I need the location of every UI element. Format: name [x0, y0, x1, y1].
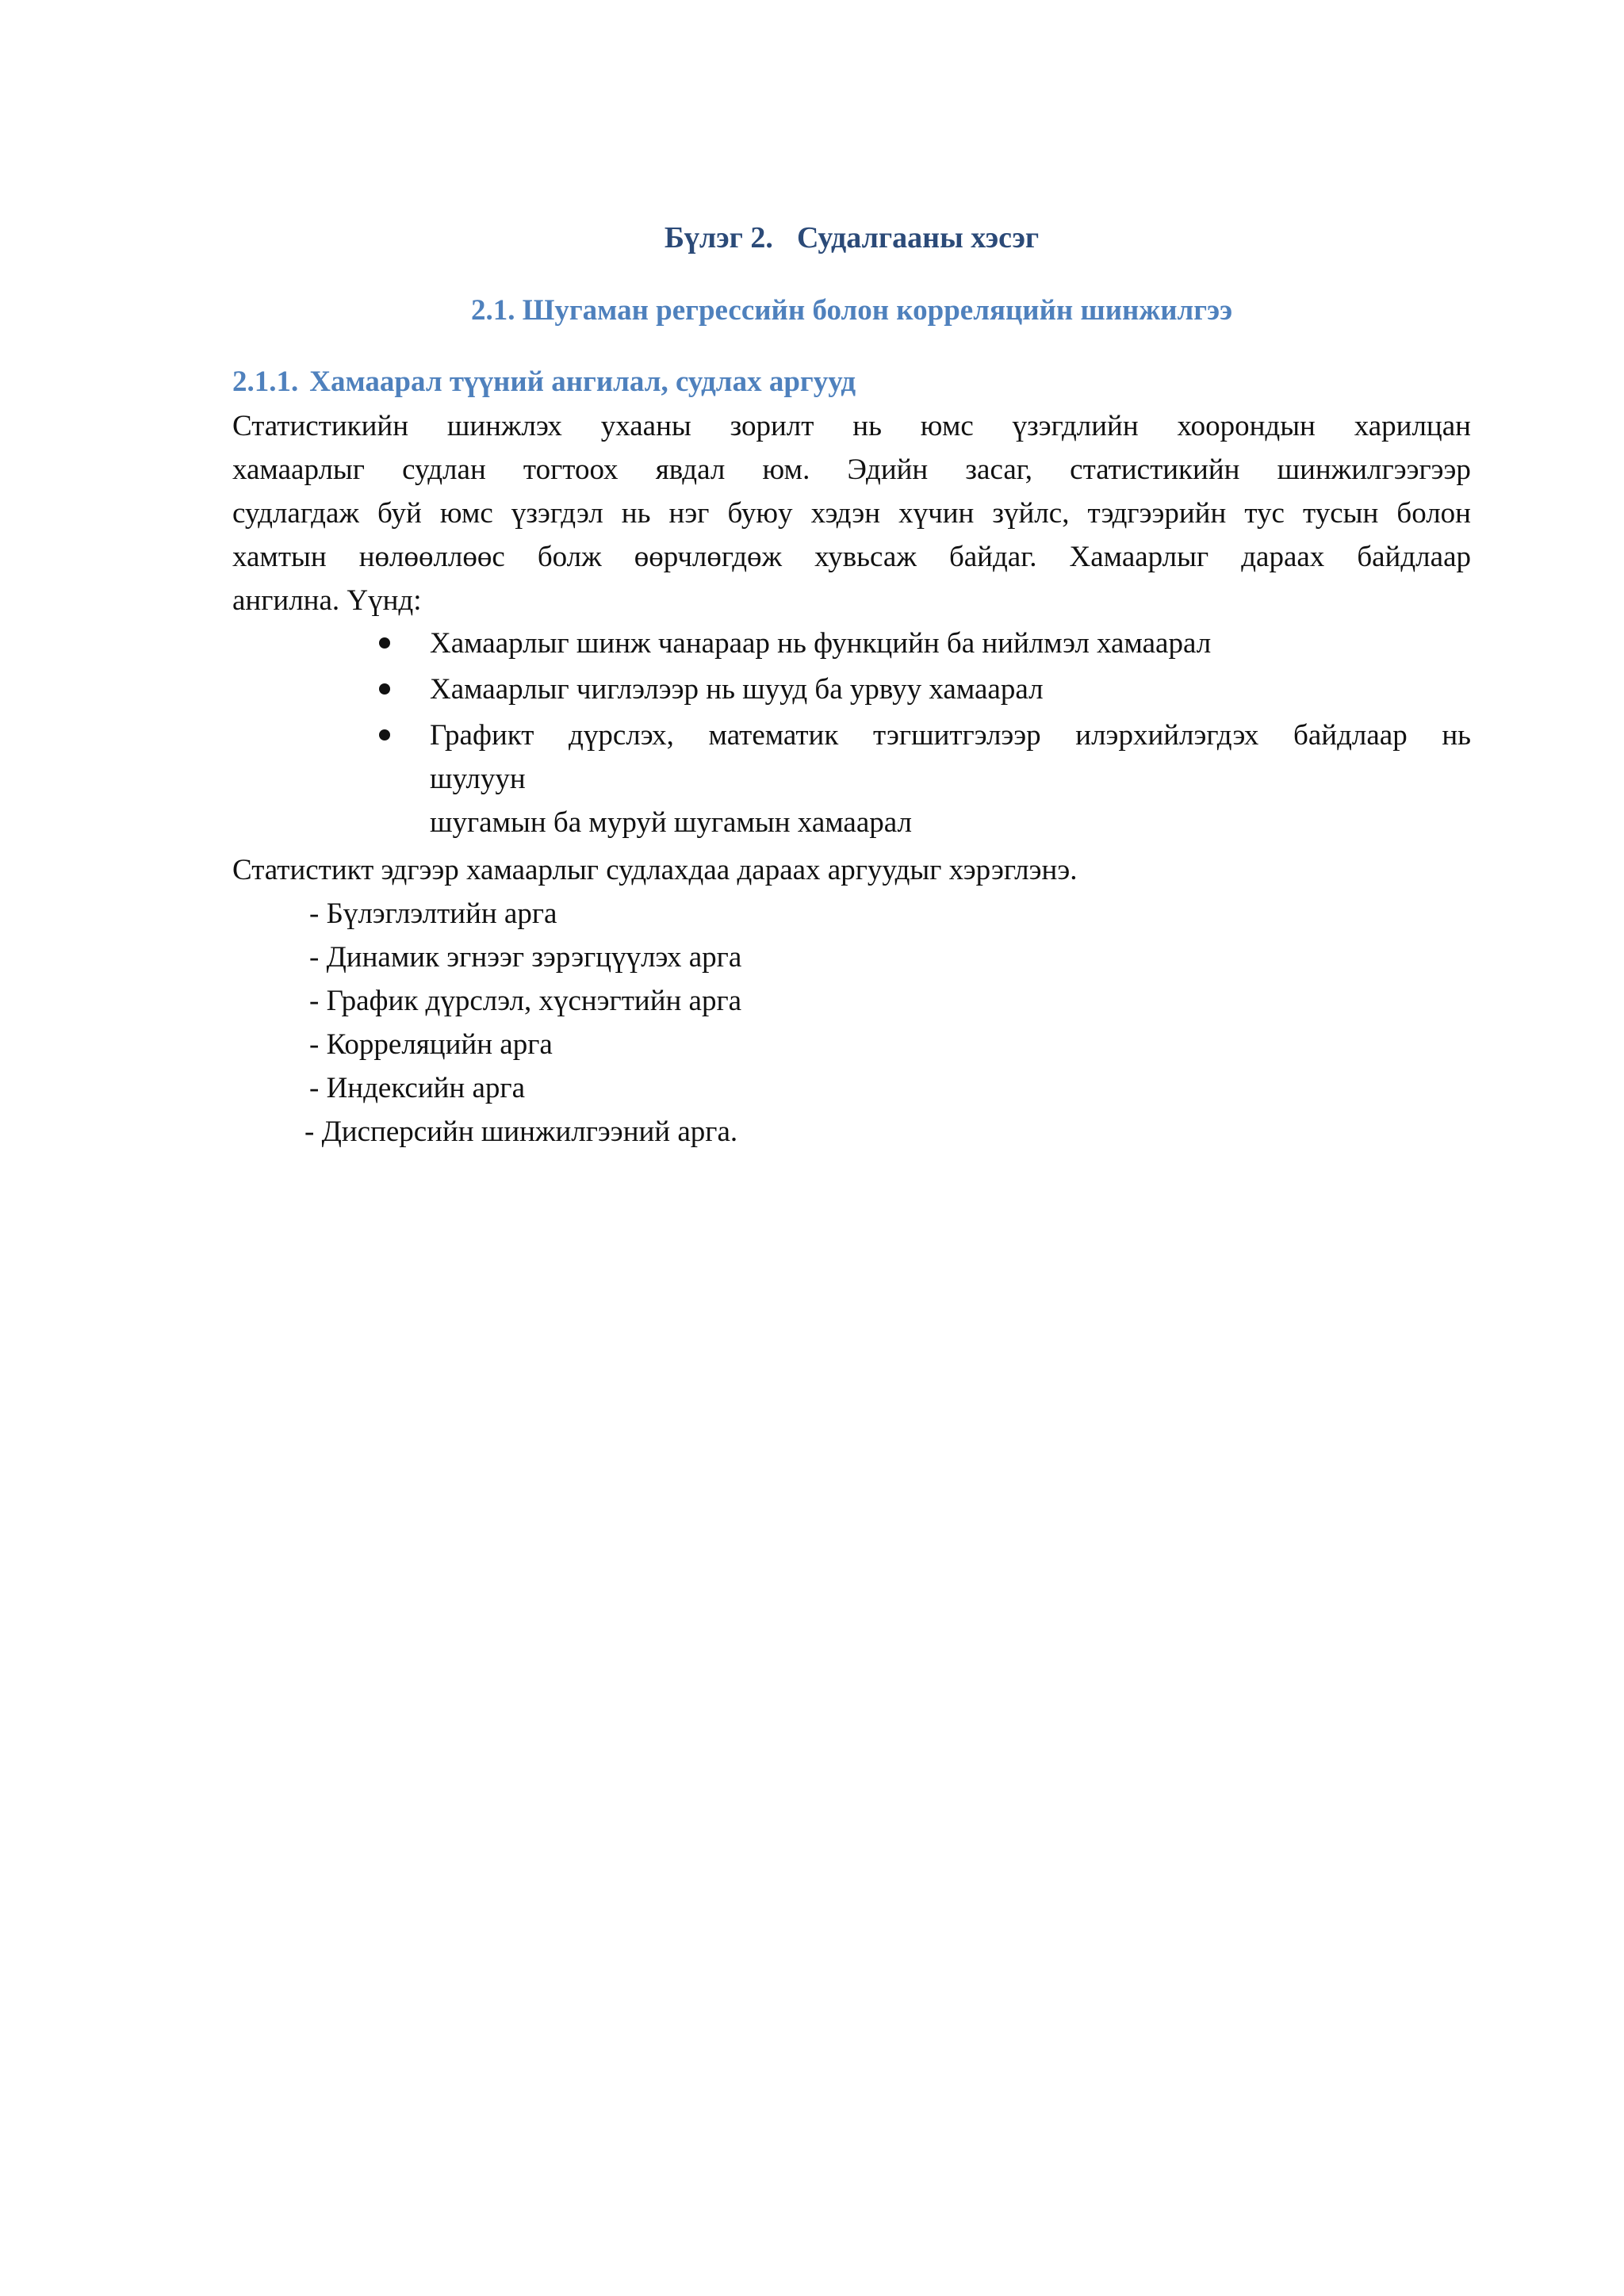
bullet-text-continuation: шулуун	[430, 763, 526, 795]
word: шинжлэх	[446, 410, 562, 442]
paragraph-line	[232, 448, 1471, 492]
list-item: - Дисперсийн шинжилгээний арга.	[304, 1115, 738, 1148]
word: явдал	[655, 453, 726, 486]
word: нь	[852, 410, 882, 442]
bullet-text-continuation: шугамын ба муруй шугамын хамаарал	[430, 806, 912, 839]
word: ухааны	[600, 410, 691, 442]
word: юм.	[762, 453, 810, 486]
subsection-title	[232, 360, 856, 404]
word: судлагдаж	[232, 497, 359, 530]
word: болон	[1396, 497, 1471, 530]
paragraph-line-last: ангилна. Үүнд:	[232, 584, 422, 617]
paragraph-line	[232, 492, 1471, 535]
word: нэг	[668, 497, 710, 530]
word: нь	[621, 497, 651, 530]
word: тогтоох	[523, 453, 619, 486]
word: математик	[708, 719, 839, 752]
word: байдлаар	[1357, 541, 1471, 573]
word: хувьсаж	[814, 541, 917, 573]
bullet-icon	[379, 683, 390, 695]
word: тус	[1244, 497, 1285, 530]
word: өөрчлөгдөж	[634, 541, 783, 573]
chapter-title	[0, 216, 1624, 260]
word: үзэгдлийн	[1012, 410, 1139, 442]
list-item: - Динамик эгнээг зэрэгцүүлэх арга	[309, 941, 742, 974]
subsection-name: Хамаарал түүний ангилал, судлах аргууд	[309, 365, 856, 398]
word: дүрслэх,	[569, 719, 674, 752]
word: тусын	[1303, 497, 1379, 530]
bullet-text: Хамаарлыг чиглэлээр нь шууд ба урвуу хамаарал	[430, 673, 1044, 706]
methods-intro: Статистикт эдгээр хамаарлыг судлахдаа дараах аргуудыг хэрэглэнэ.	[232, 854, 1078, 886]
word: хамаарлыг	[232, 453, 365, 486]
word: хамтын	[232, 541, 327, 573]
word: дараах	[1241, 541, 1325, 573]
word: зүйлс,	[992, 497, 1070, 530]
list-item: - Индексийн арга	[309, 1072, 525, 1104]
word: шинжилгээгээр	[1277, 453, 1471, 486]
list-item: - Корреляцийн арга	[309, 1028, 553, 1061]
word: юмс	[439, 497, 493, 530]
word: нөлөөллөөс	[358, 541, 505, 573]
word: Эдийн	[847, 453, 929, 486]
bullet-text: Хамаарлыг шинж чанараар нь функцийн ба нийлмэл хамаарал	[430, 627, 1212, 660]
intro-paragraph	[232, 404, 1471, 622]
chapter-label: Бүлэг 2.	[664, 221, 773, 254]
word: харилцан	[1354, 410, 1471, 442]
subsection-number: 2.1.1.	[232, 365, 299, 398]
word: буюу	[727, 497, 793, 530]
word: Хамаарлыг	[1069, 541, 1209, 573]
word: зорилт	[730, 410, 814, 442]
word: нь	[1442, 719, 1471, 752]
bullet-icon	[379, 637, 390, 649]
section-title: 2.1. Шугаман регрессийн болон корреляцийн шинжилгээ	[470, 294, 1233, 327]
word: хүчин	[898, 497, 975, 530]
word: засаг,	[965, 453, 1032, 486]
bullet-text	[430, 714, 1471, 757]
word: илэрхийлэгдэх	[1075, 719, 1259, 752]
word: болж	[537, 541, 602, 573]
methods-list	[304, 892, 742, 1154]
word: хэдэн	[810, 497, 881, 530]
paragraph-line	[232, 535, 1471, 579]
word: Статистикийн	[232, 410, 409, 442]
list-item: - Бүлэглэлтийн арга	[309, 897, 557, 930]
word: Графикт	[430, 719, 534, 752]
word: буй	[377, 497, 422, 530]
word: юмс	[920, 410, 974, 442]
chapter-name: Судалгааны хэсэг	[796, 221, 1040, 254]
list-item: - График дүрслэл, хүснэгтийн арга	[309, 985, 742, 1017]
word: байдаг.	[948, 541, 1037, 573]
word: статистикийн	[1070, 453, 1240, 486]
word: тэдгээрийн	[1087, 497, 1227, 530]
word: тэгшитгэлээр	[872, 719, 1041, 752]
word: хоорондын	[1177, 410, 1316, 442]
paragraph-line	[232, 404, 1471, 448]
bullet-icon	[379, 729, 390, 740]
word: байдлаар	[1293, 719, 1408, 752]
word: судлан	[402, 453, 486, 486]
word: үзэгдэл	[511, 497, 603, 530]
